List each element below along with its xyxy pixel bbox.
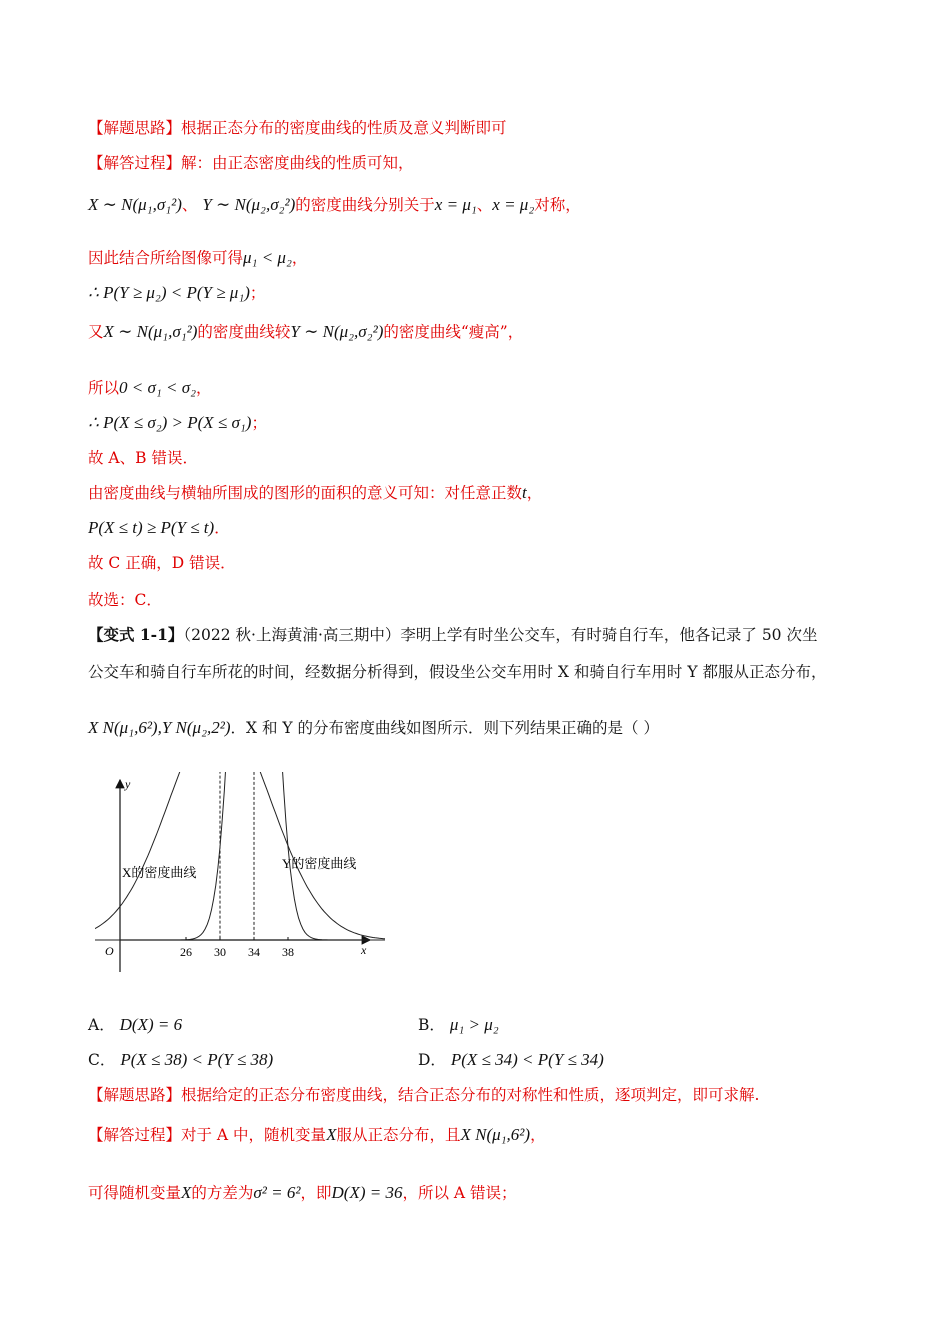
- prob-line-1: [88, 283, 265, 303]
- text: 的密度曲线较: [197, 323, 291, 341]
- variant-question: ．X 和 Y 的分布密度曲线如图所示．则下列结果正确的是（ ）: [230, 719, 659, 737]
- option-a[interactable]: [88, 1013, 182, 1035]
- option-a-label: A．: [88, 1016, 115, 1034]
- x-axis-label: x: [361, 943, 367, 957]
- sigma-line: [88, 378, 212, 398]
- x-tick-label: 34: [248, 945, 260, 959]
- density-figure: [95, 772, 385, 982]
- option-b-value: μ₁ > μ₂: [449, 1015, 499, 1034]
- prob-line-3: [88, 518, 230, 538]
- prob-line-2: [88, 413, 267, 433]
- text: 又: [88, 323, 104, 341]
- option-b[interactable]: [418, 1013, 499, 1035]
- formula-y-dist: Y ∼ N(μ₂,σ₂²): [290, 322, 384, 341]
- formula-y-dist: Y ∼ N(μ₂,σ₂²): [202, 195, 296, 214]
- variant-line-2: 公交车和骑自行车所花的时间，经数据分析得到，假设坐公交车用时 X 和骑自行车用时 Y 都服从正态分布，: [88, 663, 827, 681]
- text: 所以: [88, 379, 120, 397]
- option-d-label: D．: [418, 1051, 446, 1069]
- hint-line-1: 【解题思路】根据正态分布的密度曲线的性质及意义判断即可: [88, 119, 507, 137]
- sep: 、: [181, 196, 198, 214]
- answer-line: 故选：C．: [88, 591, 162, 609]
- solution-line-1: [88, 1125, 546, 1145]
- formula-x-dist: X N(μ₁,6²): [460, 1125, 531, 1144]
- option-c[interactable]: [88, 1048, 273, 1070]
- conclusion-ab: 故 A、B 错误．: [88, 449, 198, 467]
- origin-label: O: [105, 944, 114, 958]
- formula-t: t: [522, 483, 527, 502]
- formula-sigma: 0 < σ₁ < σ₂: [119, 378, 197, 397]
- text: 的密度曲线“瘦高”，: [383, 323, 524, 341]
- area-line: [88, 483, 542, 503]
- variant-tag: 【变式 1-1】: [88, 625, 184, 644]
- text: 【解答过程】对于 A 中，随机变量: [88, 1126, 327, 1144]
- text: ，: [196, 379, 212, 397]
- formula-mu: μ₁ < μ₂: [243, 248, 292, 267]
- x-curve-label: X的密度曲线: [122, 865, 197, 880]
- y-axis-label: y: [125, 777, 131, 791]
- option-d[interactable]: [418, 1048, 604, 1070]
- option-c-label: C．: [88, 1051, 116, 1069]
- text: ，: [291, 249, 308, 267]
- variant-text: （2022 秋·上海黄浦·高三期中）李明上学有时坐公交车，有时骑自行车，他各记录了 50 次坐: [183, 626, 818, 644]
- formula-x-dist: X ∼ N(μ₁,σ₁²): [88, 195, 182, 214]
- text: 的方差为: [191, 1184, 254, 1202]
- formula-x: X: [326, 1125, 337, 1144]
- text: ．: [214, 519, 230, 537]
- formula-dists: X N(μ₁,6²),Y N(μ₂,2²): [88, 718, 231, 737]
- variant-header: [88, 625, 817, 645]
- x-tick-label: 38: [282, 945, 294, 959]
- formula-prob: ∴ P(Y ≥ μ₂) < P(Y ≥ μ₁): [88, 283, 250, 302]
- text: 可得随机变量: [88, 1184, 182, 1202]
- text: 的密度曲线分别关于: [295, 196, 435, 214]
- solution-hint: 【解题思路】根据给定的正态分布密度曲线，结合正态分布的对称性和性质，逐项判定，即可求解.: [88, 1086, 760, 1104]
- text: 由密度曲线与横轴所围成的图形的面积的意义可知：对任意正数: [88, 484, 523, 502]
- text: ；: [251, 414, 267, 432]
- conclusion-cd: 故 C 正确，D 错误．: [88, 554, 236, 572]
- option-b-label: B．: [418, 1016, 445, 1034]
- variant-line-3: [88, 718, 659, 738]
- y-curve-label: Y的密度曲线: [282, 856, 357, 871]
- thin-tall-line: [88, 322, 523, 342]
- text: ，: [526, 484, 543, 502]
- x-tick-label: 30: [214, 945, 226, 959]
- formula-x: X: [181, 1183, 192, 1202]
- formula-x-dist: X ∼ N(μ₁,σ₁²): [103, 322, 198, 341]
- text: ；: [249, 284, 266, 302]
- mu-compare-line: [88, 248, 307, 268]
- option-c-value: P(X ≤ 38) < P(Y ≤ 38): [120, 1050, 274, 1069]
- text: 服从正态分布，且: [336, 1126, 461, 1144]
- option-a-value: D(X) = 6: [119, 1015, 183, 1034]
- text: ，即: [300, 1184, 332, 1202]
- process-line-1: 【解答过程】解：由正态密度曲线的性质可知，: [88, 154, 414, 172]
- x-tick-label: 26: [180, 945, 192, 959]
- symmetry-line: [88, 195, 581, 215]
- formula-axis-1: x = μ₁: [434, 195, 477, 214]
- text: ，所以 A 错误；: [402, 1184, 517, 1202]
- formula-prob: ∴ P(X ≤ σ₂) > P(X ≤ σ₁): [88, 413, 252, 432]
- text: 对称，: [534, 196, 581, 214]
- text: ，: [530, 1126, 546, 1144]
- formula-dx: D(X) = 36: [331, 1183, 403, 1202]
- sep: 、: [476, 196, 493, 214]
- text: 因此结合所给图像可得: [88, 249, 244, 267]
- formula-variance: σ² = 6²: [253, 1183, 301, 1202]
- option-d-value: P(X ≤ 34) < P(Y ≤ 34): [450, 1050, 604, 1069]
- solution-line-2: [88, 1183, 517, 1203]
- formula-axis-2: x = μ₂: [492, 195, 535, 214]
- formula-prob: P(X ≤ t) ≥ P(Y ≤ t): [88, 518, 215, 537]
